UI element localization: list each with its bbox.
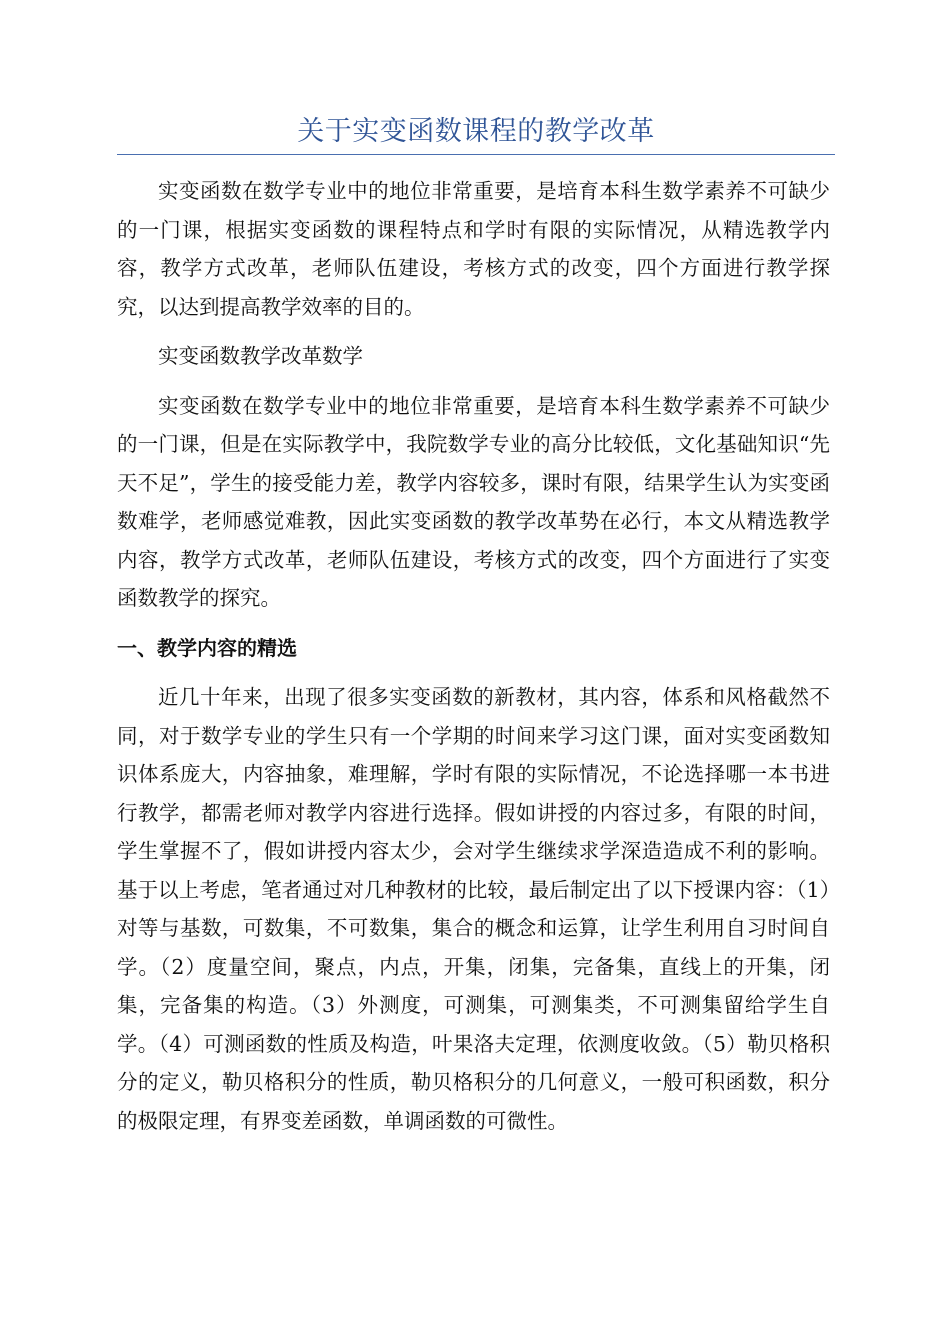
- intro-paragraph: 实变函数在数学专业中的地位非常重要，是培育本科生数学素养不可缺少的一门课，但是在实际教学中，我院数学专业的高分比较低，文化基础知识“先天不足”，学生的接受能力差，教学内容较多，课时有限，结果学生认为实变函数难学，老师感觉难教，因此实变函数的教学改革势在必行，本文从精选教学内容，教学方式改革，老师队伍建设，考核方式的改变，四个方面进行了实变函数教学的探究。: [117, 393, 830, 610]
- title-underline: [117, 154, 835, 155]
- section-1-paragraph: 近几十年来，出现了很多实变函数的新教材，其内容，体系和风格截然不同，对于数学专业的学生只有一个学期的时间来学习这门课，面对实变函数知识体系庞大，内容抽象，难理解，学时有限的实际情况，不论选择哪一本书进行教学，都需老师对教学内容进行选择。假如讲授的内容过多，有限的时间，学生掌握不了，假如讲授内容太少，会对学生继续求学深造造成不利的影响。基于以上考虑，笔者通过对几种教材的比较，最后制定出了以下授课内容：（1）对等与基数，可数集，不可数集，集合的概念和运算，让学生利用自习时间自学。（2）度量空间，聚点，内点，开集，闭集，完备集，直线上的开集，闭集，完备集的构造。（3）外测度，可测集，可测集类，不可测集留给学生自学。（4）可测函数的性质及构造，叶果洛夫定理，依测度收敛。（5）勒贝格积分的定义，勒贝格积分的性质，勒贝格积分的几何意义，一般可积函数，积分的极限定理，有界变差函数，单调函数的可微性。: [117, 685, 830, 1133]
- document-body: [117, 172, 830, 1151]
- document-title: 关于实变函数课程的教学改革: [297, 116, 655, 147]
- abstract-paragraph: 实变函数在数学专业中的地位非常重要，是培育本科生数学素养不可缺少的一门课，根据实变函数的课程特点和学时有限的实际情况，从精选教学内容，教学方式改革，老师队伍建设，考核方式的改变，四个方面进行教学探究，以达到提高教学效率的目的。: [117, 179, 830, 319]
- section-heading-1: 一、教学内容的精选: [117, 635, 297, 660]
- keywords-line: 实变函数教学改革数学: [158, 344, 363, 368]
